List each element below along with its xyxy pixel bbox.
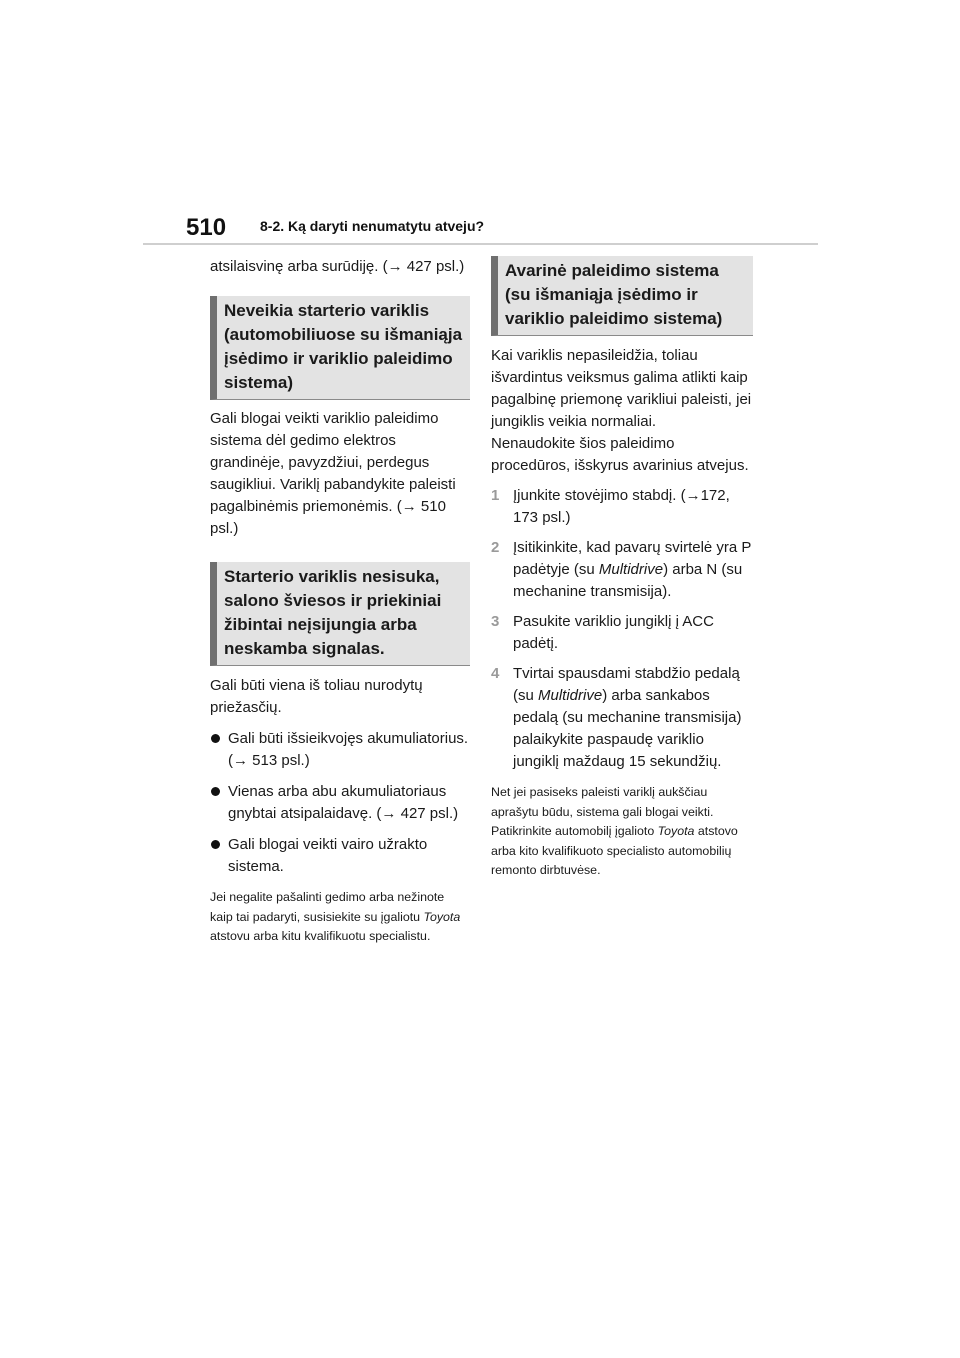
step-number: 3 (491, 613, 500, 630)
left-column (210, 256, 470, 947)
note-text-part: Jei negalite pašalinti gedimo arba nežinote kaip tai padaryti, susisiekite su įgaliotu (210, 890, 445, 924)
brand-name: Toyota (423, 909, 461, 924)
step-number: 4 (491, 665, 500, 682)
step-text-part: ) arba sankabos pedalą (su mechanine transmisija) palaikykite paspaudę variklio jungiklį maždaug 15 sekundžių. (513, 687, 742, 770)
step-text (513, 539, 751, 600)
list-item-text: Vienas arba abu akumuliatoriaus gnybtai atsipalaidavę. (→ 427 psl.) (228, 783, 459, 822)
step-text-part: Tvirtai spausdami stabdžio pedalą (su (513, 665, 740, 704)
right-column (491, 256, 753, 881)
step-item (491, 537, 753, 603)
body-text: Gali blogai veikti variklio paleidimo sistema dėl gedimo elektros grandinėje, pavyzdžiui, perdegus saugikliui. Variklį pabandykite paleisti pagalbinėmis priemonėmis. (→ 510 psl.) (210, 410, 456, 537)
step-text-emphasis: Multidrive (538, 687, 603, 704)
continuation-text: atsilaisvinę arba surūdiję. (→ 427 psl.) (210, 258, 465, 275)
step-item (491, 611, 753, 655)
section-title: 8-2. Ką daryti nenumatytu atveju? (260, 218, 485, 234)
list-item (210, 728, 470, 772)
brand-name: Toyota (657, 824, 695, 838)
body-text: Nenaudokite šios paleidimo procedūros, išskyrus avarinius atvejus. (491, 435, 749, 474)
section-heading: Starterio variklis nesisuka, salono šviesos ir priekiniai žibintai neįsijungia arba neskamba signalas. (210, 562, 470, 666)
step-text-emphasis: Multidrive (598, 561, 664, 578)
step-number: 2 (491, 539, 500, 556)
header-divider (143, 243, 818, 245)
note-text-part: atstovu arba kitu kvalifikuotu specialistu. (210, 929, 431, 943)
bullet-icon (211, 840, 220, 849)
page-number: 510 (186, 214, 227, 241)
note-text-part: Net jei pasiseks paleisti variklį aukščiau aprašytu būdu, sistema gali blogai veikti. Patikrinkite automobilį įgalioto (491, 785, 714, 838)
body-text: Gali būti viena iš toliau nurodytų priežasčių. (210, 677, 423, 716)
bullet-icon (211, 787, 220, 796)
step-item (491, 485, 753, 529)
list-item (210, 834, 470, 878)
body-text: Kai variklis nepasileidžia, toliau išvardintus veiksmus galima atlikti kaip pagalbinę priemonę varikliui paleisti, jei jungiklis veikia normaliai. (491, 347, 752, 430)
step-text-part: ) arba N (su mechanine transmisija). (513, 561, 743, 600)
step-text: Įjunkite stovėjimo stabdį. (→172, 173 psl.) (513, 487, 730, 526)
note-text-part: atstovo arba kito kvalifikuoto specialisto automobilių remonto dirbtuvėse. (491, 824, 738, 877)
list-item (210, 781, 470, 825)
section-heading: Avarinė paleidimo sistema (su išmaniąja įsėdimo ir variklio paleidimo sistema) (491, 256, 753, 336)
step-text (513, 665, 741, 770)
step-number: 1 (491, 487, 500, 504)
section-heading: Neveikia starterio variklis (automobiliuose su išmaniąja įsėdimo ir variklio paleidimo sistema) (210, 296, 470, 400)
step-text-part: Įsitikinkite, kad pavarų svirtelė yra P padėtyje (su (513, 539, 752, 578)
note-text (210, 888, 470, 947)
step-item (491, 663, 753, 773)
list-item-text: Gali blogai veikti vairo užrakto sistema. (228, 836, 428, 875)
bullet-icon (211, 734, 220, 743)
note-text (491, 783, 753, 881)
list-item-text: Gali būti išsieikvojęs akumuliatorius. (→ 513 psl.) (228, 730, 469, 769)
step-text: Pasukite variklio jungiklį į ACC padėtį. (513, 613, 714, 652)
